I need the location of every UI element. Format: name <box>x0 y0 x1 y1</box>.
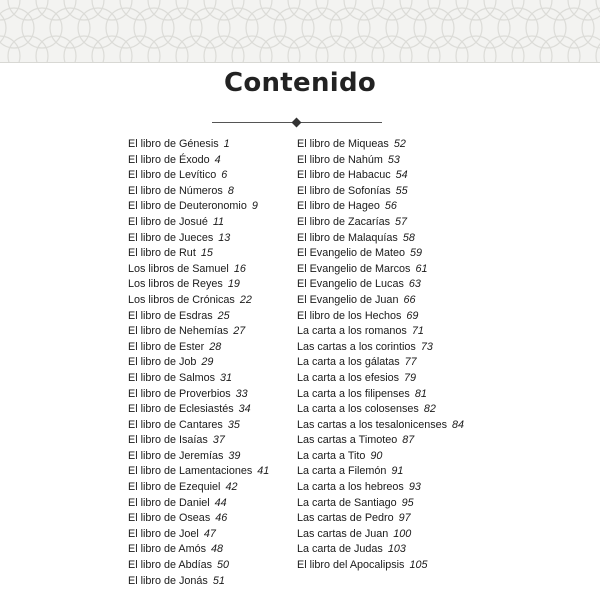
toc-entry[interactable] <box>297 371 464 387</box>
toc-entry[interactable] <box>297 387 464 403</box>
pattern-arc <box>204 36 244 62</box>
toc-entry-page: 53 <box>387 153 400 166</box>
pattern-arc <box>344 36 384 62</box>
pattern-arc <box>148 0 188 20</box>
toc-entry-page: 73 <box>420 340 433 353</box>
toc-entry-label: La carta a los romanos <box>297 325 407 338</box>
toc-entry-label: El libro de Proverbios <box>128 387 231 400</box>
toc-entry[interactable] <box>128 449 269 465</box>
toc-entry-page: 9 <box>251 200 258 213</box>
toc-entry-label: El libro de Zacarías <box>297 215 391 228</box>
toc-entry-page: 47 <box>203 527 216 540</box>
toc-entry-page: 105 <box>409 559 428 572</box>
toc-entry-page: 56 <box>384 200 397 213</box>
toc-entry-page: 90 <box>370 449 383 462</box>
toc-entry[interactable] <box>297 324 464 340</box>
toc-entry-label: La carta a Tito <box>297 449 366 462</box>
toc-entry-label: La carta a los hebreos <box>297 481 404 494</box>
toc-entry-label: El libro de Isaías <box>128 434 208 447</box>
toc-entry-page: 95 <box>401 496 414 509</box>
toc-entry-label: El libro de Job <box>128 356 197 369</box>
pattern-arc <box>540 0 580 20</box>
pattern-arc <box>36 0 76 20</box>
toc-entry[interactable] <box>297 231 464 247</box>
toc-entry[interactable] <box>297 277 464 293</box>
toc-entry-page: 31 <box>220 371 233 384</box>
toc-entry[interactable] <box>128 574 269 590</box>
toc-entry[interactable] <box>128 246 269 262</box>
toc-entry[interactable] <box>297 496 464 512</box>
toc-entry-page: 37 <box>212 434 225 447</box>
toc-entry-page: 25 <box>217 309 230 322</box>
toc-entry-page: 91 <box>391 465 404 478</box>
header-banner <box>0 0 600 63</box>
toc-entry-page: 79 <box>404 371 417 384</box>
pattern-arc <box>288 0 328 20</box>
toc-entry-page: 16 <box>233 262 246 275</box>
toc-entry-page: 4 <box>214 153 221 166</box>
toc-entry[interactable] <box>128 355 269 371</box>
toc-entry-page: 48 <box>211 543 224 556</box>
toc-entry-label: El libro de Ester <box>128 340 205 353</box>
pattern-arc <box>8 36 48 62</box>
toc-entry-page: 28 <box>209 340 222 353</box>
toc-entry-label: El libro de Números <box>128 184 223 197</box>
pattern-arc <box>232 36 272 62</box>
pattern-arc <box>484 0 524 20</box>
pattern-arc <box>400 0 440 20</box>
pattern-arc <box>0 8 6 48</box>
toc-entry[interactable] <box>297 137 464 153</box>
pattern-arc <box>260 36 300 62</box>
toc-entry[interactable] <box>297 527 464 543</box>
toc-entry-page: 63 <box>408 278 421 291</box>
toc-entry-page: 54 <box>395 169 408 182</box>
toc-entry-label: El libro de Cantares <box>128 418 223 431</box>
pattern-arc <box>260 0 300 20</box>
toc-entry-label: El libro de Josué <box>128 215 208 228</box>
toc-entry-page: 29 <box>201 356 214 369</box>
toc-entry-label: El libro de Malaquías <box>297 231 398 244</box>
decorative-pattern <box>0 0 600 62</box>
toc-entry[interactable] <box>128 527 269 543</box>
toc-entry-page: 51 <box>212 574 225 587</box>
toc-entry-label: El Evangelio de Marcos <box>297 262 411 275</box>
toc-right-column <box>297 137 464 574</box>
toc-entry[interactable] <box>297 542 464 558</box>
toc-entry-label: La carta de Judas <box>297 543 383 556</box>
toc-entry-label: El libro de Jonás <box>128 574 208 587</box>
pattern-arc <box>36 36 76 62</box>
toc-entry[interactable] <box>297 449 464 465</box>
toc-entry[interactable] <box>297 199 464 215</box>
divider-diamond-icon <box>292 118 302 128</box>
toc-entry[interactable] <box>128 199 269 215</box>
pattern-arc <box>232 0 272 20</box>
toc-entry[interactable] <box>128 215 269 231</box>
toc-entry[interactable] <box>128 340 269 356</box>
toc-entry-page: 39 <box>228 449 241 462</box>
pattern-arc <box>582 8 600 48</box>
toc-entry[interactable] <box>297 418 464 434</box>
toc-entry-label: La carta a los efesios <box>297 371 400 384</box>
toc-entry-label: El libro de Salmos <box>128 371 216 384</box>
toc-entry-label: Los libros de Samuel <box>128 262 229 275</box>
toc-entry[interactable] <box>297 215 464 231</box>
toc-entry-page: 59 <box>410 247 423 260</box>
toc-entry-label: El libro de Esdras <box>128 309 213 322</box>
toc-entry-label: El libro de Ezequiel <box>128 481 221 494</box>
pattern-arc <box>120 0 160 20</box>
toc-entry-label: El libro de Sofonías <box>297 184 391 197</box>
pattern-arc <box>372 0 412 20</box>
toc-entry-label: El libro de Eclesiastés <box>128 403 234 416</box>
pattern-arc <box>484 36 524 62</box>
toc-entry-page: 46 <box>215 512 228 525</box>
toc-entry-page: 69 <box>406 309 419 322</box>
pattern-arc <box>512 0 552 20</box>
toc-entry[interactable] <box>128 433 269 449</box>
pattern-arc <box>120 36 160 62</box>
toc-entry-page: 71 <box>411 325 424 338</box>
toc-entry[interactable] <box>128 277 269 293</box>
toc-entry-page: 93 <box>408 481 421 494</box>
toc-entry[interactable] <box>297 262 464 278</box>
toc-entry[interactable] <box>297 511 464 527</box>
toc-entry[interactable] <box>128 558 269 574</box>
toc-entry[interactable] <box>297 153 464 169</box>
toc-entry[interactable] <box>297 168 464 184</box>
pattern-arc <box>372 36 412 62</box>
toc-entry[interactable] <box>297 340 464 356</box>
pattern-arc <box>400 36 440 62</box>
toc-entry-page: 50 <box>217 559 230 572</box>
toc-entry[interactable] <box>128 371 269 387</box>
toc-entry-page: 15 <box>200 247 213 260</box>
toc-entry-page: 97 <box>398 512 411 525</box>
toc-entry[interactable] <box>297 558 464 574</box>
toc-entry[interactable] <box>297 433 464 449</box>
toc-entry-label: La carta a Filemón <box>297 465 387 478</box>
toc-entry-label: El libro de Jueces <box>128 231 214 244</box>
toc-left-column <box>128 137 269 589</box>
toc-entry[interactable] <box>128 231 269 247</box>
pattern-arc <box>428 0 468 20</box>
page-title: Contenido <box>223 68 377 98</box>
pattern-arc <box>288 36 328 62</box>
toc-entry-label: Las cartas de Juan <box>297 527 389 540</box>
toc-entry[interactable] <box>128 168 269 184</box>
toc-entry[interactable] <box>297 480 464 496</box>
toc-entry-label: El libro de Daniel <box>128 496 210 509</box>
toc-entry-label: Las cartas de Pedro <box>297 512 394 525</box>
pattern-arc <box>428 36 468 62</box>
toc-entry-page: 84 <box>452 418 465 431</box>
toc-entry[interactable] <box>128 387 269 403</box>
toc-entry-page: 41 <box>257 465 270 478</box>
pattern-arc <box>204 0 244 20</box>
toc-entry-page: 27 <box>233 325 246 338</box>
pattern-arc <box>316 36 356 62</box>
toc-entry-page: 52 <box>393 138 406 150</box>
toc-entry-page: 57 <box>395 215 408 228</box>
toc-entry-label: El libro de Deuteronomio <box>128 200 247 213</box>
toc-entry[interactable] <box>128 309 269 325</box>
toc-entry[interactable] <box>297 355 464 371</box>
pattern-arc <box>456 36 496 62</box>
toc-entry-label: El libro de Hageo <box>297 200 380 213</box>
toc-entry-page: 1 <box>223 138 230 150</box>
toc-entry-label: El libro del Apocalipsis <box>297 559 405 572</box>
toc-entry-label: El libro de Abdías <box>128 559 213 572</box>
toc-entry-label: El libro de Amós <box>128 543 207 556</box>
pattern-arc <box>0 8 34 48</box>
pattern-arc <box>148 36 188 62</box>
toc-entry[interactable] <box>128 542 269 558</box>
toc-entry[interactable] <box>128 464 269 480</box>
toc-entry-page: 19 <box>227 278 240 291</box>
toc-entry-label: El libro de Nehemías <box>128 325 229 338</box>
toc-entry-label: Los libros de Crónicas <box>128 293 235 306</box>
toc-entry-page: 22 <box>239 293 252 306</box>
toc-entry[interactable] <box>297 309 464 325</box>
toc-entry-label: El libro de los Hechos <box>297 309 402 322</box>
toc-entry[interactable] <box>128 480 269 496</box>
toc-entry[interactable] <box>128 184 269 200</box>
toc-entry-page: 33 <box>235 387 248 400</box>
toc-entry-label: Las cartas a los tesalonicenses <box>297 418 448 431</box>
toc-entry-label: La carta a los colosenses <box>297 403 419 416</box>
toc-entry-page: 87 <box>402 434 415 447</box>
toc-entry-page: 81 <box>414 387 427 400</box>
toc-entry[interactable] <box>128 324 269 340</box>
toc-entry[interactable] <box>297 464 464 480</box>
toc-entry-label: El libro de Miqueas <box>297 138 389 150</box>
toc-entry[interactable] <box>128 496 269 512</box>
pattern-arc <box>176 36 216 62</box>
toc-entry-label: La carta a los gálatas <box>297 356 400 369</box>
toc-entry-label: La carta a los filipenses <box>297 387 410 400</box>
toc-entry-label: El libro de Joel <box>128 527 199 540</box>
toc-entry-label: El Evangelio de Mateo <box>297 247 406 260</box>
toc-entry-page: 55 <box>395 184 408 197</box>
toc-entry[interactable] <box>128 153 269 169</box>
toc-entry[interactable] <box>128 137 269 153</box>
pattern-arc <box>540 36 580 62</box>
pattern-arc <box>316 0 356 20</box>
pattern-arc <box>64 36 104 62</box>
toc-entry-page: 58 <box>402 231 415 244</box>
toc-entry[interactable] <box>297 293 464 309</box>
toc-entry-page: 13 <box>218 231 231 244</box>
pattern-arc <box>64 0 104 20</box>
toc-entry-label: El libro de Éxodo <box>128 153 210 166</box>
toc-entry-page: 35 <box>227 418 240 431</box>
toc-entry[interactable] <box>128 418 269 434</box>
toc-entry-label: El libro de Habacuc <box>297 169 391 182</box>
toc-entry-label: El libro de Nahúm <box>297 153 383 166</box>
toc-entry-label: El libro de Oseas <box>128 512 211 525</box>
toc-entry[interactable] <box>128 293 269 309</box>
toc-entry-page: 61 <box>415 262 428 275</box>
pattern-arc <box>456 0 496 20</box>
toc-entry-label: Las cartas a Timoteo <box>297 434 398 447</box>
toc-entry-page: 11 <box>212 215 225 228</box>
toc-entry-label: El libro de Levítico <box>128 169 217 182</box>
toc-entry-page: 77 <box>404 356 417 369</box>
toc-entry-label: El libro de Jeremías <box>128 449 224 462</box>
toc-entry[interactable] <box>297 184 464 200</box>
pattern-arc <box>176 0 216 20</box>
pattern-arc <box>92 36 132 62</box>
toc-entry[interactable] <box>297 402 464 418</box>
toc-entry-page: 8 <box>227 184 234 197</box>
pattern-arc <box>344 0 384 20</box>
toc-entry[interactable] <box>128 402 269 418</box>
toc-entry-page: 103 <box>387 543 406 556</box>
toc-entry-page: 44 <box>214 496 227 509</box>
toc-entry-page: 66 <box>403 293 416 306</box>
toc-entry-page: 42 <box>225 481 238 494</box>
toc-entry-page: 34 <box>238 403 251 416</box>
toc-entry-label: El Evangelio de Juan <box>297 293 399 306</box>
toc-entry-label: El libro de Génesis <box>128 138 219 150</box>
toc-entry-label: La carta de Santiago <box>297 496 397 509</box>
toc-entry-page: 100 <box>393 527 412 540</box>
toc-entry-label: El libro de Rut <box>128 247 196 260</box>
title-divider <box>212 119 382 127</box>
toc-entry-label: El Evangelio de Lucas <box>297 278 404 291</box>
pattern-arc <box>8 0 48 20</box>
toc-entry[interactable] <box>297 246 464 262</box>
toc-entry-label: Las cartas a los corintios <box>297 340 416 353</box>
toc-entry[interactable] <box>128 511 269 527</box>
toc-entry-label: Los libros de Reyes <box>128 278 223 291</box>
toc-entry-label: El libro de Lamentaciones <box>128 465 253 478</box>
pattern-arc <box>512 36 552 62</box>
toc-entry[interactable] <box>128 262 269 278</box>
pattern-arc <box>92 0 132 20</box>
toc-entry-page: 82 <box>423 403 436 416</box>
toc-entry-page: 6 <box>221 169 228 182</box>
